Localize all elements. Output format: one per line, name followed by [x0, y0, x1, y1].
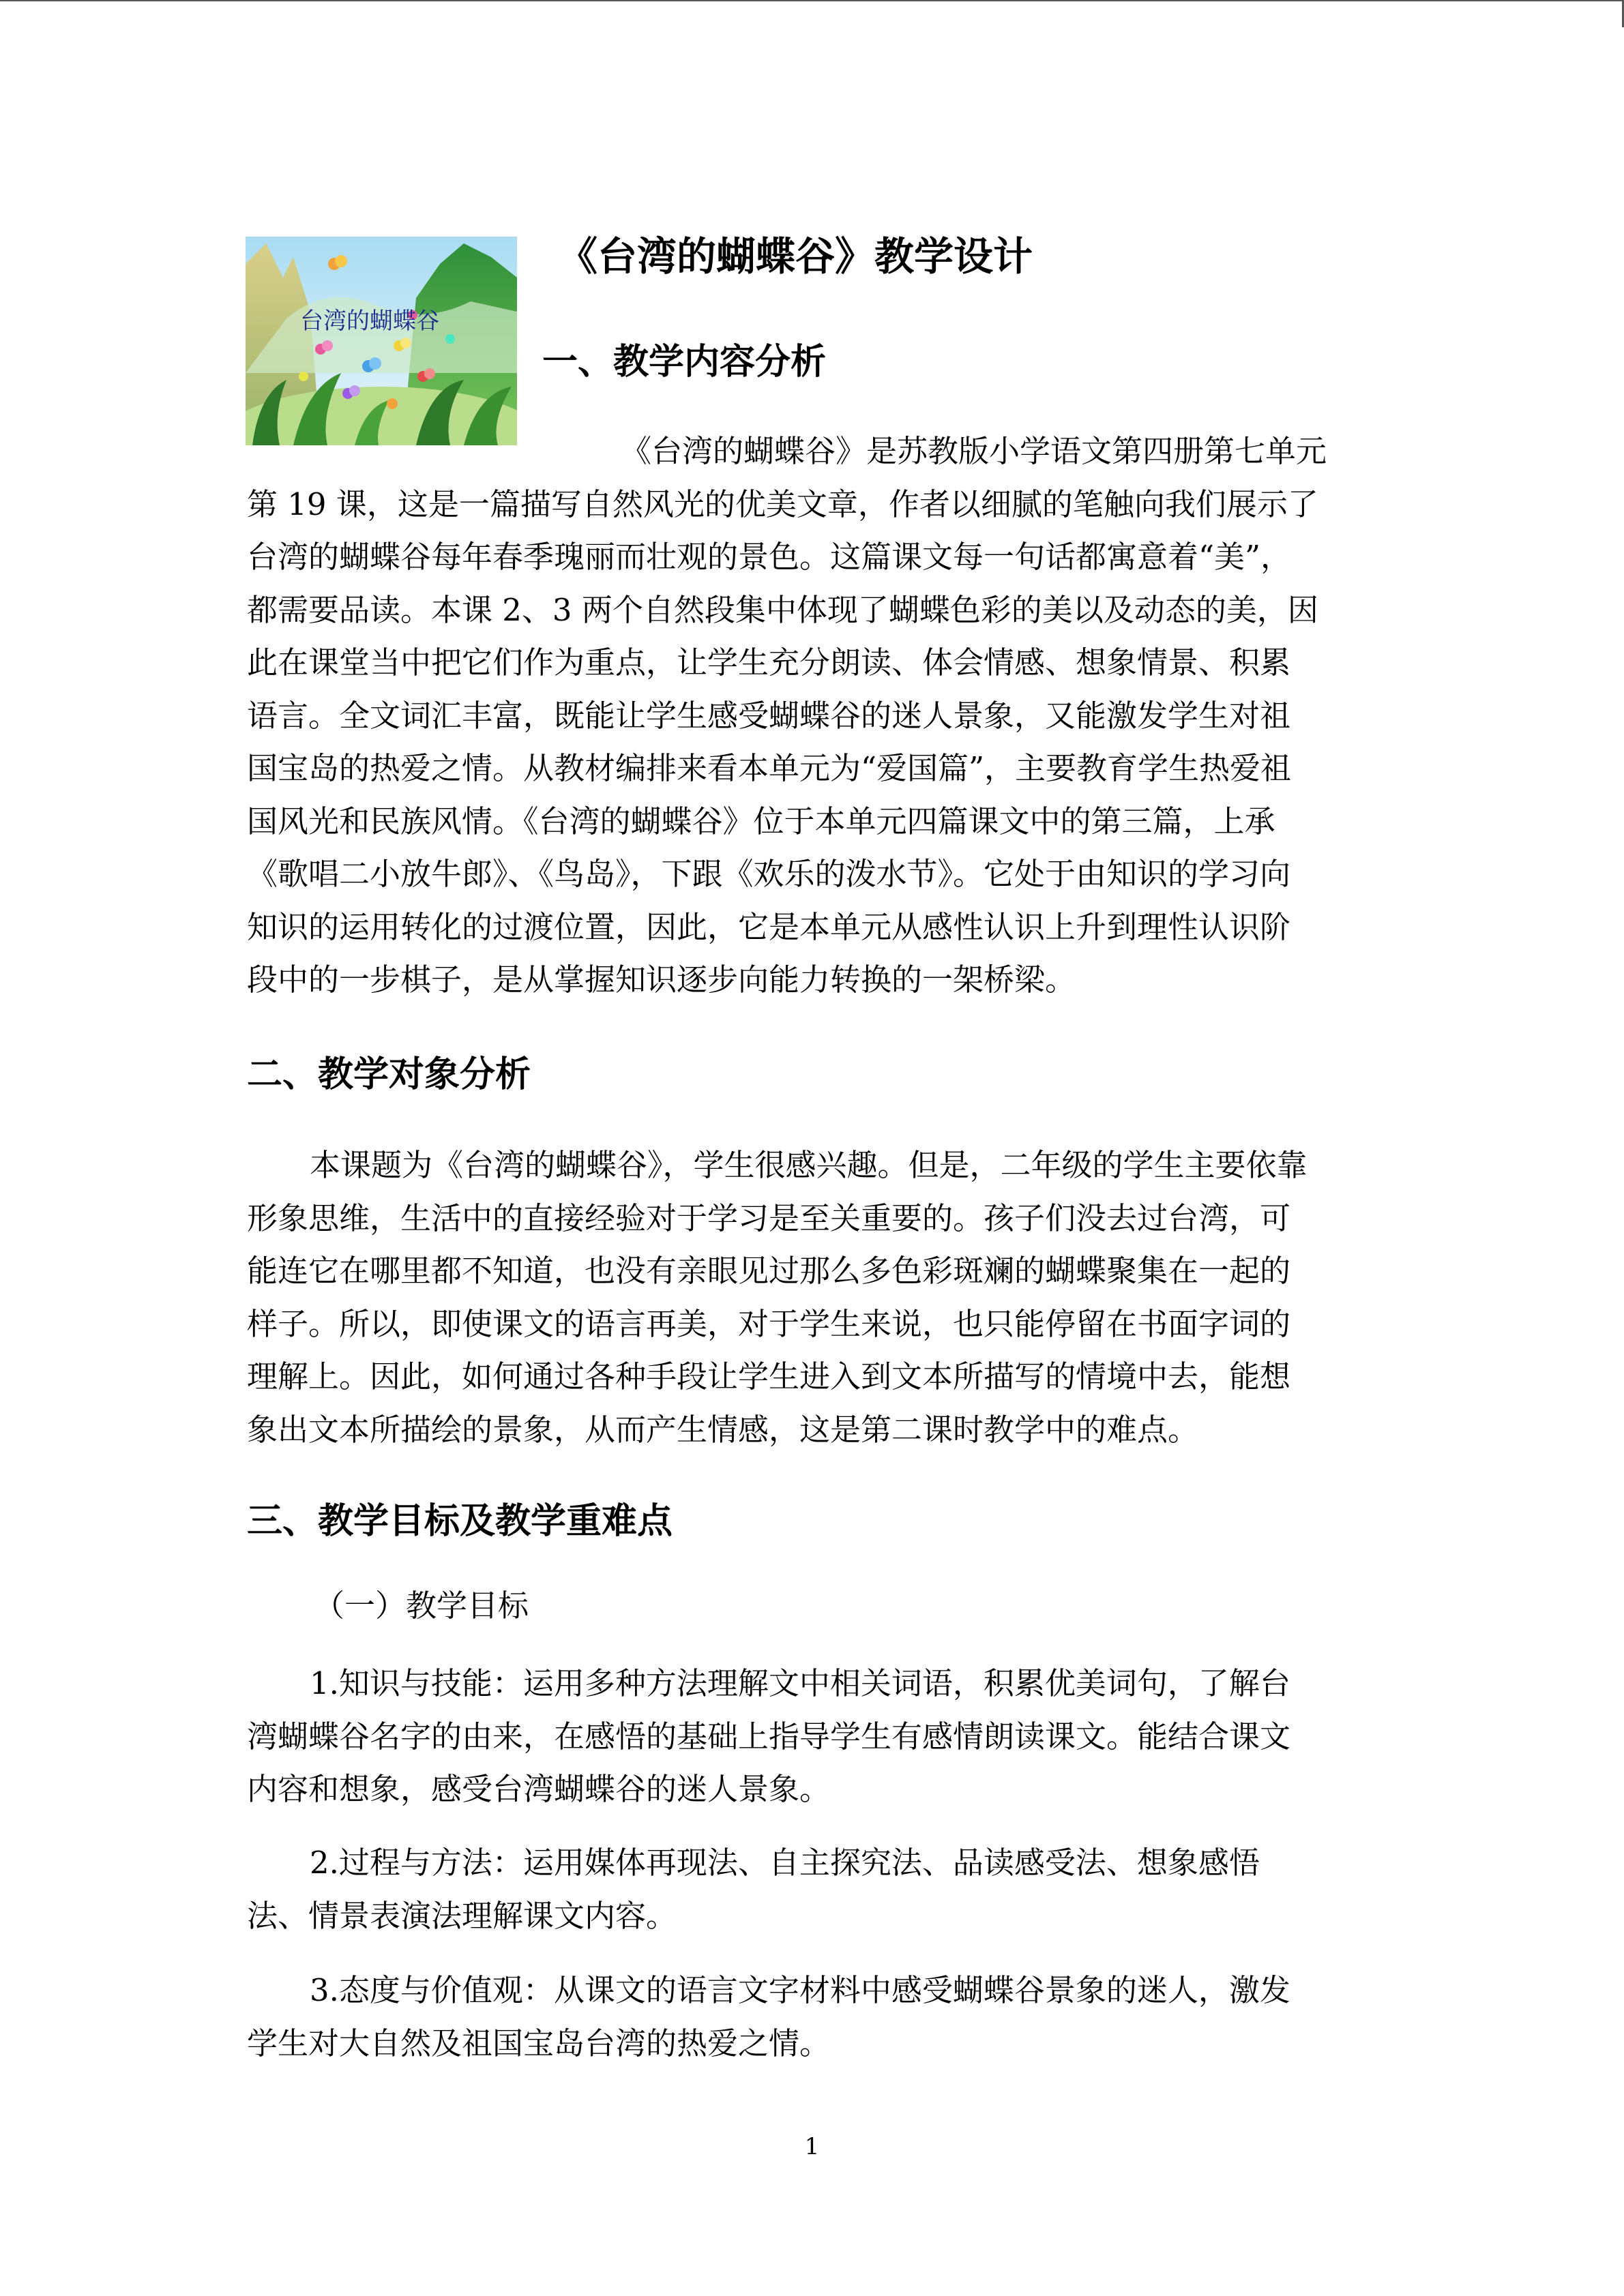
section-heading-learner-analysis: 二、教学对象分析: [247, 1054, 531, 1095]
butterfly-valley-illustration: [246, 237, 517, 445]
goal-item-process: [247, 1836, 1379, 1942]
illustration-art: [246, 237, 517, 445]
text-line: 国风光和民族风情。《台湾的蝴蝶谷》位于本单元四篇课文中的第三篇，上承: [247, 803, 1275, 839]
text-line: 《台湾的蝴蝶谷》是苏教版小学语文第四册第七单元: [621, 433, 1327, 469]
goal-item-attitude: [247, 1964, 1379, 2070]
text-line: 2.过程与方法：运用媒体再现法、自主探究法、品读感受法、想象感悟: [310, 1845, 1260, 1881]
text-line: 样子。所以，即使课文的语言再美，对于学生来说，也只能停留在书面字词的: [247, 1305, 1291, 1342]
text-line: 3.态度与价值观：从课文的语言文字材料中感受蝴蝶谷景象的迷人，激发: [310, 1972, 1290, 2008]
text-line: 形象思维，生活中的直接经验对于学习是至关重要的。孩子们没去过台湾，可: [247, 1199, 1291, 1236]
text-line: 《歌唱二小放牛郎》、《鸟岛》，下跟《欢乐的泼水节》。它处于由知识的学习向: [247, 856, 1291, 892]
subheading-teaching-goals: （一）教学目标: [314, 1587, 529, 1624]
text-line: 1.知识与技能：运用多种方法理解文中相关词语，积累优美词句，了解台: [310, 1665, 1290, 1701]
text-line: 象出文本所描绘的景象，从而产生情感，这是第二课时教学中的难点。: [247, 1411, 1199, 1448]
page-number: 1: [804, 2133, 820, 2160]
text-line: 此在课堂当中把它们作为重点，让学生充分朗读、体会情感、想象情景、积累: [247, 644, 1291, 681]
document-title: 《台湾的蝴蝶谷》教学设计: [558, 233, 1033, 280]
text-line: 知识的运用转化的过渡位置，因此，它是本单元从感性认识上升到理性认识阶: [247, 908, 1291, 945]
page-border-top: [0, 0, 1624, 1]
text-line: 语言。全文词汇丰富，既能让学生感受蝴蝶谷的迷人景象，又能激发学生对祖: [247, 697, 1291, 734]
text-line: 台湾的蝴蝶谷每年春季瑰丽而壮观的景色。这篇课文每一句话都寓意着“美”，: [247, 539, 1292, 575]
text-line: 都需要品读。本课 2、3 两个自然段集中体现了蝴蝶色彩的美以及动态的美，因: [247, 591, 1318, 628]
section-heading-content-analysis: 一、教学内容分析: [542, 341, 827, 383]
text-line: 内容和想象，感受台湾蝴蝶谷的迷人景象。: [247, 1771, 831, 1807]
text-line: 本课题为《台湾的蝴蝶谷》，学生很感兴趣。但是，二年级的学生主要依靠: [310, 1147, 1308, 1183]
section-heading-objectives: 三、教学目标及教学重难点: [247, 1500, 673, 1542]
text-line: 能连它在哪里都不知道，也没有亲眼见过那么多色彩斑斓的蝴蝶聚集在一起的: [247, 1253, 1291, 1289]
text-line: 段中的一步棋子，是从掌握知识逐步向能力转换的一架桥梁。: [247, 961, 1076, 998]
goal-item-knowledge: [247, 1657, 1379, 1816]
illustration-caption: 台湾的蝴蝶谷: [300, 308, 439, 335]
text-line: 国宝岛的热爱之情。从教材编排来看本单元为“爱国篇”，主要教育学生热爱祖: [247, 750, 1292, 786]
content-analysis-paragraph: [247, 425, 1379, 1007]
text-line: 学生对大自然及祖国宝岛台湾的热爱之情。: [247, 2025, 831, 2061]
text-line: 法、情景表演法理解课文内容。: [247, 1897, 677, 1934]
learner-analysis-paragraph: [247, 1139, 1379, 1456]
text-line: 湾蝴蝶谷名字的由来，在感悟的基础上指导学生有感情朗读课文。能结合课文: [247, 1718, 1291, 1755]
text-line: 第 19 课，这是一篇描写自然风光的优美文章，作者以细腻的笔触向我们展示了: [247, 486, 1318, 522]
text-line: 理解上。因此，如何通过各种手段让学生进入到文本所描写的情境中去，能想: [247, 1358, 1291, 1395]
